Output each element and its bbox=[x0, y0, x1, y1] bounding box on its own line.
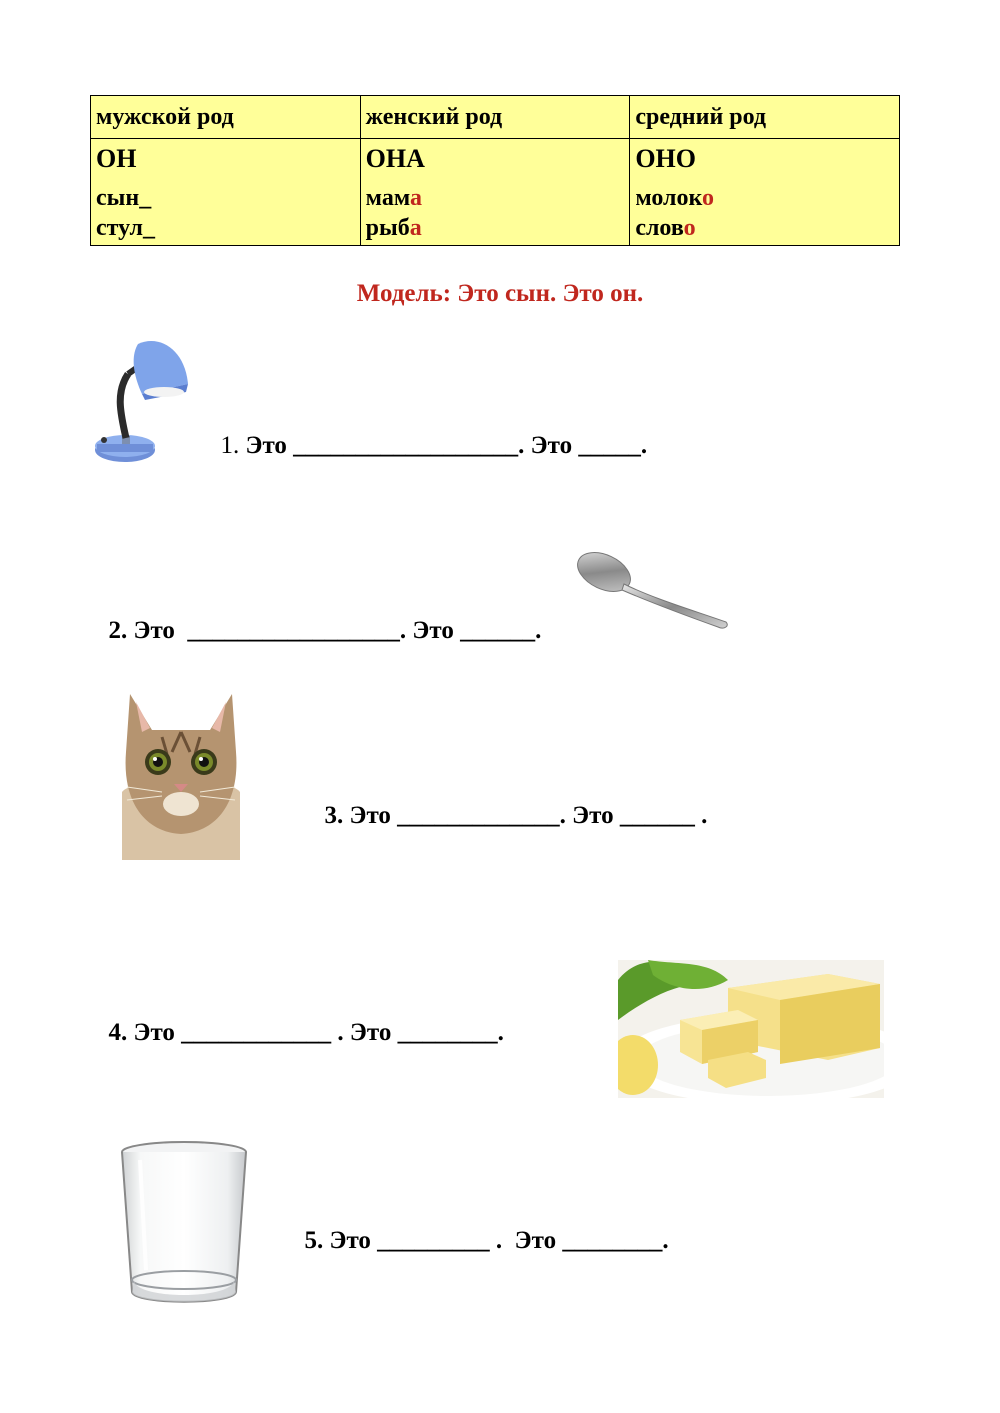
model-sentence: Модель: Это сын. Это он. bbox=[356, 280, 644, 307]
spoon-image bbox=[572, 548, 732, 630]
word-moloko: молоко bbox=[635, 185, 715, 211]
word-syn: сын_ bbox=[96, 185, 152, 211]
feminine-column bbox=[360, 139, 630, 246]
masculine-column bbox=[91, 139, 361, 246]
gender-table bbox=[90, 95, 900, 246]
header-neuter: средний род bbox=[630, 96, 900, 139]
header-feminine: женский род bbox=[360, 96, 630, 139]
butter-image bbox=[618, 960, 884, 1098]
exercise-1: 1. Это __________________. Это _____. bbox=[220, 432, 648, 459]
desk-lamp-image bbox=[90, 332, 195, 467]
header-masculine: мужской род bbox=[91, 96, 361, 139]
exercise-5: 5. Это _________ . Это ________. bbox=[304, 1227, 669, 1254]
exercise-2: 2. Это _________________. Это ______. bbox=[108, 617, 542, 644]
pronoun-on: ОН bbox=[96, 144, 137, 173]
cat-image bbox=[122, 692, 240, 860]
pronoun-ona: ОНА bbox=[365, 144, 425, 173]
word-stul: стул_ bbox=[96, 215, 155, 241]
glass-image bbox=[120, 1140, 248, 1308]
pronoun-ono: ОНО bbox=[635, 144, 696, 173]
neuter-column bbox=[630, 139, 900, 246]
word-mama: мама bbox=[365, 185, 423, 211]
word-slovo: слово bbox=[635, 215, 696, 241]
exercise-3: 3. Это _____________. Это ______ . bbox=[324, 802, 708, 829]
word-ryba: рыба bbox=[365, 215, 422, 241]
exercise-4: 4. Это ____________ . Это ________. bbox=[108, 1019, 504, 1046]
